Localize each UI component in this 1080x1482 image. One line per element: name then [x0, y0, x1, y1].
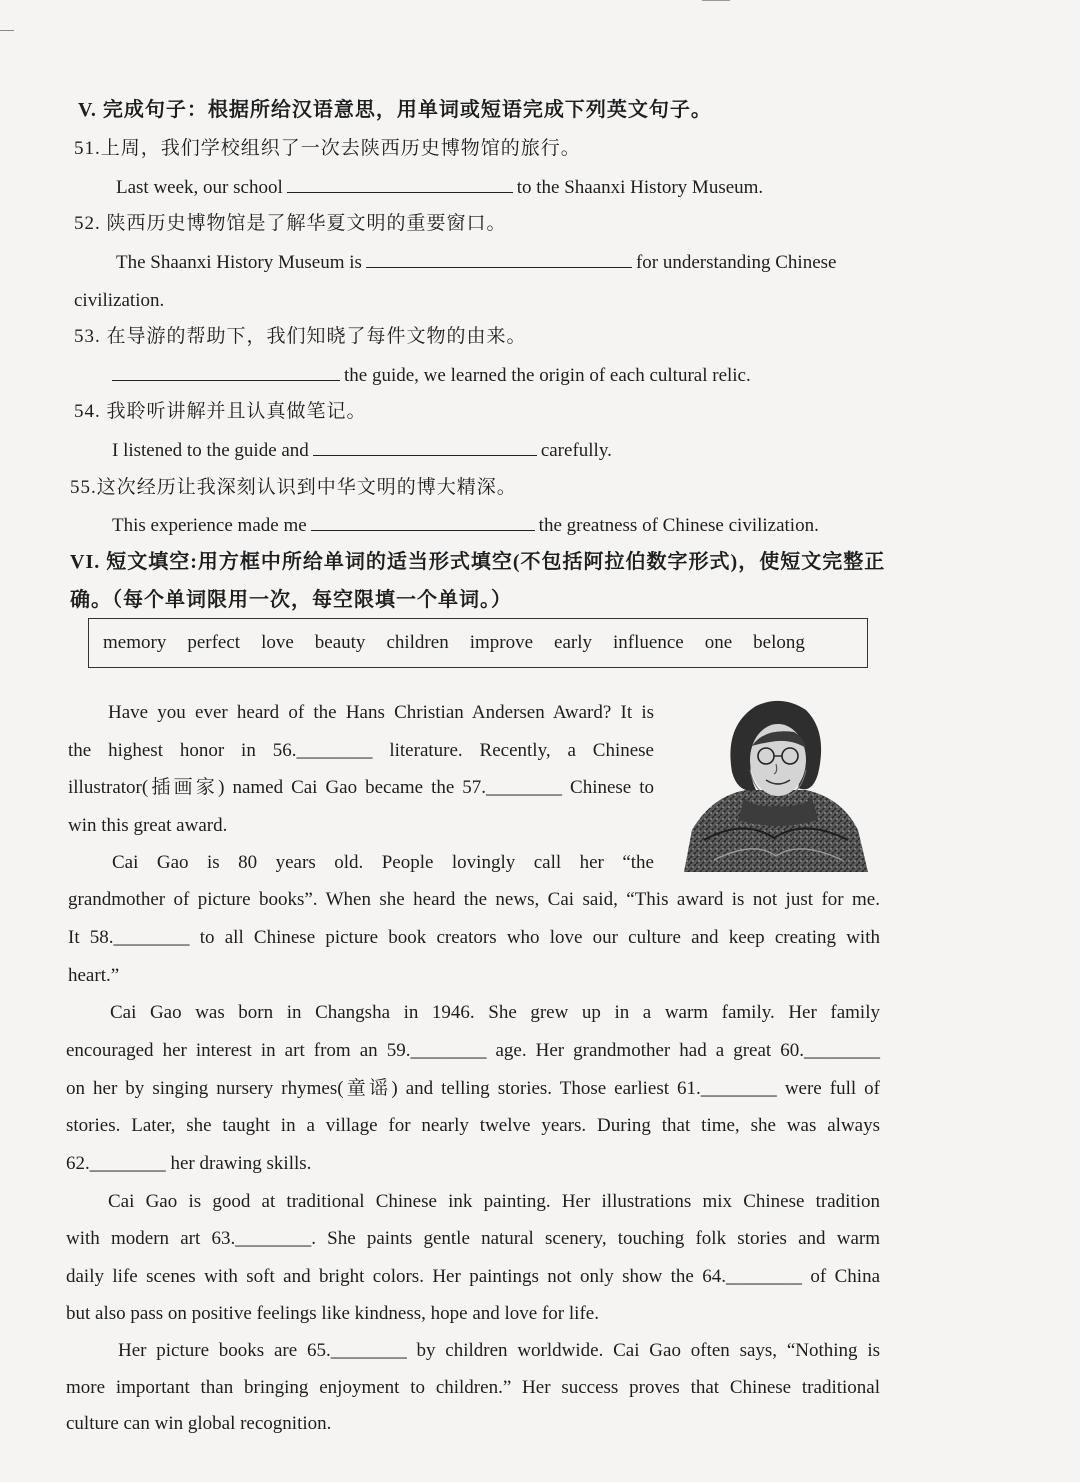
section-6-heading-cont: 确。（每个单词限用一次，每空限填一个单词。）	[70, 589, 512, 611]
q52-suffix: for understanding Chinese	[635, 252, 837, 273]
word-bank-item: perfect	[187, 632, 241, 653]
passage-line: more important than bringing enjoyment to children.” Her success proves that Chinese traditional	[66, 1377, 880, 1398]
passage-line: heart.”	[68, 965, 120, 986]
q55-blank[interactable]	[311, 514, 535, 531]
word-bank-item: belong	[753, 632, 805, 653]
word-bank	[88, 618, 868, 668]
word-bank-item: one	[704, 632, 733, 653]
passage-line: illustrator(插画家) named Cai Gao became the 57.________ Chinese to	[68, 777, 654, 798]
passage-line: but also pass on positive feelings like kindness, hope and love for life.	[66, 1303, 599, 1324]
q53-suffix: the guide, we learned the origin of each cultural relic.	[344, 365, 751, 386]
q55-prefix: This experience made me	[112, 515, 307, 536]
q53-blank[interactable]	[112, 364, 340, 381]
word-bank-item: influence	[613, 632, 684, 653]
passage-line: Her picture books are 65.________ by children worldwide. Cai Gao often says, “Nothing is	[118, 1340, 880, 1361]
passage-line: daily life scenes with soft and bright colors. Her paintings not only show the 64.________ of China	[66, 1266, 880, 1287]
q54-english	[112, 439, 612, 463]
word-bank-item: love	[261, 632, 294, 653]
word-bank-item: improve	[469, 632, 534, 653]
q54-blank[interactable]	[313, 439, 537, 456]
q51-english	[116, 176, 763, 200]
cai-gao-portrait-image	[684, 690, 868, 872]
section-5-heading: V. 完成句子：根据所给汉语意思，用单词或短语完成下列英文句子。	[78, 99, 712, 121]
passage-line: Cai Gao is 80 years old. People lovingly call her “the	[112, 852, 654, 873]
passage-line: Cai Gao is good at traditional Chinese ink painting. Her illustrations mix Chinese tradition	[108, 1191, 880, 1212]
q51-blank[interactable]	[287, 176, 513, 193]
passage-line: Cai Gao was born in Changsha in 1946. She grew up in a warm family. Her family	[110, 1002, 880, 1023]
q55-english	[112, 514, 819, 538]
q55-chinese: 55.这次经历让我深刻认识到中华文明的博大精深。	[70, 477, 517, 498]
section-6-heading: VI. 短文填空:用方框中所给单词的适当形式填空(不包括阿拉伯数字形式)，使短文完整正	[70, 551, 886, 573]
q53-chinese: 53. 在导游的帮助下，我们知晓了每件文物的由来。	[74, 326, 527, 347]
passage-line: stories. Later, she taught in a village for nearly twelve years. During that time, she was always	[66, 1115, 880, 1136]
word-bank-item: beauty	[314, 632, 366, 653]
q54-prefix: I listened to the guide and	[112, 440, 309, 461]
passage-line: the highest honor in 56.________ literature. Recently, a Chinese	[68, 740, 654, 761]
passage-line: encouraged her interest in art from an 59.________ age. Her grandmother had a great 60.________	[66, 1040, 880, 1061]
passage-line: Have you ever heard of the Hans Christian Andersen Award? It is	[108, 702, 654, 723]
passage-line: It 58.________ to all Chinese picture book creators who love our culture and keep creating with	[68, 927, 880, 948]
passage-line: with modern art 63.________. She paints gentle natural scenery, touching folk stories and warm	[66, 1228, 880, 1249]
q52-blank[interactable]	[366, 251, 632, 268]
passage-line: win this great award.	[68, 815, 228, 836]
word-bank-item: early	[554, 632, 593, 653]
q52-prefix: The Shaanxi History Museum is	[116, 252, 362, 273]
q51-suffix: to the Shaanxi History Museum.	[516, 177, 764, 198]
word-bank-item: memory	[103, 632, 167, 653]
q52-english	[116, 251, 836, 275]
q53-english	[112, 364, 751, 388]
passage-line: grandmother of picture books”. When she heard the news, Cai said, “This award is not just for me.	[68, 889, 880, 910]
q51-chinese: 51.上周，我们学校组织了一次去陕西历史博物馆的旅行。	[74, 138, 581, 159]
passage-line: culture can win global recognition.	[66, 1413, 332, 1434]
q55-suffix: the greatness of Chinese civilization.	[538, 515, 819, 536]
passage-line: on her by singing nursery rhymes(童谣) and telling stories. Those earliest 61.________ were full of	[66, 1078, 880, 1099]
passage-line: 62.________ her drawing skills.	[66, 1153, 312, 1174]
q52-continuation: civilization.	[74, 290, 165, 311]
q52-chinese: 52. 陕西历史博物馆是了解华夏文明的重要窗口。	[74, 213, 507, 234]
q54-chinese: 54. 我聆听讲解并且认真做笔记。	[74, 401, 367, 422]
q51-prefix: Last week, our school	[116, 177, 283, 198]
scan-mark	[0, 30, 14, 31]
scan-mark	[702, 0, 730, 1]
word-bank-item: children	[386, 632, 449, 653]
q54-suffix: carefully.	[540, 440, 612, 461]
